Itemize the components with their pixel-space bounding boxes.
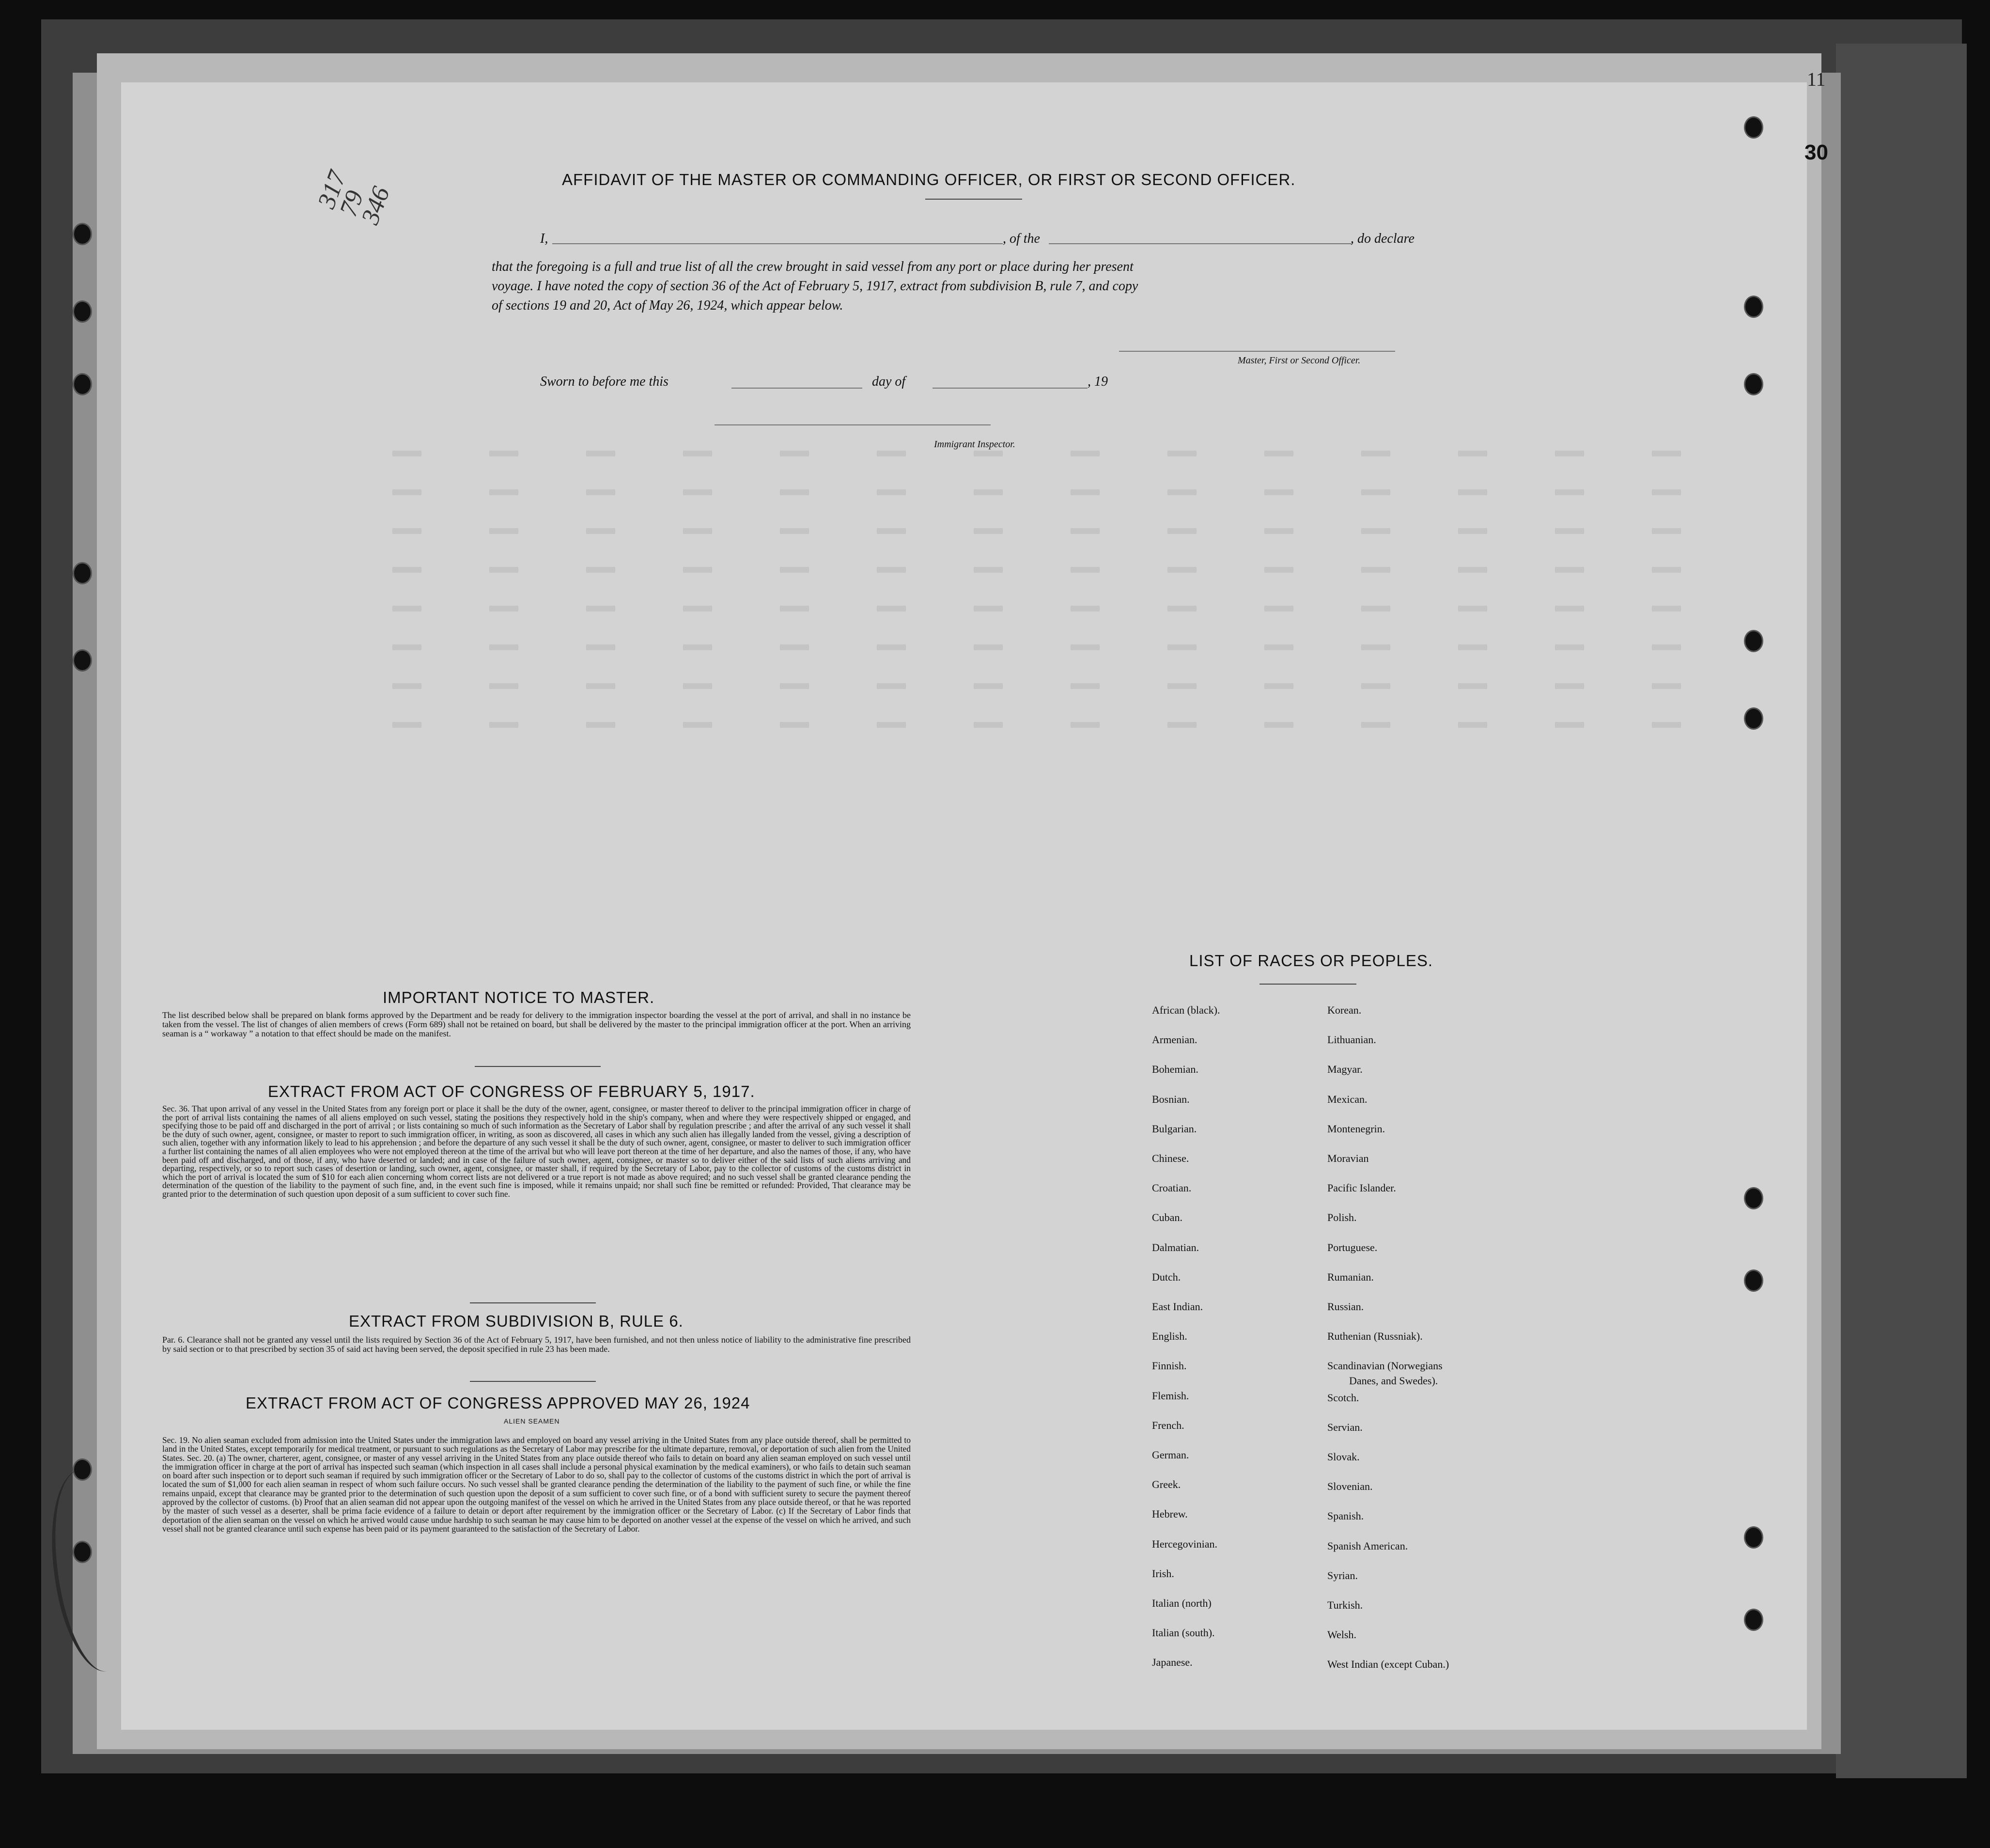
affidavit-line-2: voyage. I have noted the copy of section 36 of the Act of February 5, 1917, extract from subdivision B, rule 7, and copy — [492, 279, 1138, 294]
race-item: Turkish. — [1327, 1599, 1363, 1611]
race-item: Magyar. — [1327, 1063, 1363, 1076]
race-item: Korean. — [1327, 1004, 1362, 1016]
bleed-through-row — [392, 451, 1700, 456]
race-item: English. — [1152, 1330, 1187, 1343]
binder-hole — [73, 562, 92, 584]
month-blank-line — [933, 388, 1088, 389]
bleed-through-row — [392, 683, 1700, 689]
extract-1924-text: Sec. 19. No alien seaman excluded from admission into the United States under the immigration laws and employed on board any vessel arriving in the United States from any place outside thereof, shall be permitted to land in the United States, except temporarily for medical treatment, or pursuant to such regulations as the Secretary of Labor may prescribe for the ultimate departure, removal, or deportation of such alien from the United States. Sec. 20. (a) The owner, charterer, agent, consignee, or master of any vessel arriving in the United States from any place outside thereof who fails to detain on board any alien seaman employed on such vessel until the immigration officer in charge at the port of arrival has inspected such seaman (which inspection in all cases shall include a personal physical examination by the medical examiners), or who fails to detain such seaman on board after such inspection or to deport such seaman if required by such immigration officer or the Secretary of Labor to do so, shall pay to the collector of customs of the customs district in which the port of arrival is located the sum of $1,000 for each alien seaman in respect of whom such failure occurs. No such vessel shall be granted clearance pending the determination of the liability to the payment of such fine, or while the fine remains unpaid, except that clearance may be granted prior to the determination of such question upon the deposit of a sum sufficient to cover such fine, or of a bond with sufficient surety to secure the payment thereof approved by the collector of customs. (b) Proof that an alien seaman did not appear upon the outgoing manifest of the vessel on which he arrived in the United States from any place outside thereof, or that he was reported by the master of such vessel as a deserter, shall be prima facie evidence of a failure to detain or deport after requirement by the immigration officer or the Secretary of Labor. (c) If the Secretary of Labor finds that deportation of the alien seaman on the vessel on which he arrived would cause undue hardship to such seaman he may cause him to be deported on another vessel at the expense of the vessel on which he arrived, and such vessel shall not be granted clearance until such expense has been paid or its payment guaranteed to the satisfaction of the Secretary of Labor. — [162, 1435, 911, 1534]
race-item: West Indian (except Cuban.) — [1327, 1658, 1449, 1671]
race-item: Italian (south). — [1152, 1627, 1215, 1639]
binder-hole — [1744, 373, 1763, 395]
affidavit-of-the-label: , of the — [1003, 231, 1040, 246]
race-item: German. — [1152, 1449, 1189, 1461]
affidavit-line-3: of sections 19 and 20, Act of May 26, 1924, which appear below. — [492, 298, 843, 313]
bleed-through-row — [392, 722, 1700, 728]
day-blank-line — [731, 388, 862, 389]
name-blank-line — [552, 243, 1003, 244]
binder-hole — [1744, 116, 1763, 139]
race-item: Bulgarian. — [1152, 1122, 1197, 1135]
bleed-through-row — [392, 567, 1700, 573]
race-item: Chinese. — [1152, 1152, 1189, 1164]
subdivision-title: EXTRACT FROM SUBDIVISION B, RULE 6. — [349, 1312, 684, 1330]
race-item: Flemish. — [1152, 1389, 1189, 1402]
master-caption: Master, First or Second Officer. — [1238, 355, 1361, 366]
binder-hole — [1744, 1609, 1763, 1631]
race-item: Armenian. — [1152, 1034, 1197, 1046]
backing-strip — [1836, 44, 1967, 1778]
affidavit-line-1: that the foregoing is a full and true list of all the crew brought in said vessel from any port or place during her present — [492, 259, 1134, 274]
extract-1917-title: EXTRACT FROM ACT OF CONGRESS OF FEBRUARY 5, 1917. — [268, 1082, 755, 1100]
binder-hole — [1744, 296, 1763, 318]
binder-hole — [73, 300, 92, 323]
signature-line — [1119, 351, 1395, 352]
race-item: Servian. — [1327, 1421, 1363, 1433]
divider — [470, 1381, 596, 1382]
page-number: 30 — [1804, 141, 1828, 164]
race-item: Syrian. — [1327, 1569, 1358, 1582]
race-item: Spanish American. — [1327, 1539, 1408, 1552]
divider — [475, 1066, 601, 1067]
notice-text: The list described below shall be prepared on blank forms approved by the Department and be ready for delivery to the immigration inspector boarding the vessel at the port of arrival, and shall in no instance be taken from the vessel. The list of changes of alien members of crews (Form 689) shall not be retained on board, but shall be delivered by the master to the principal immigration officer at the port. When an arriving seaman is a “ workaway ” a notation to that effect should be made on the manifest. — [162, 1010, 911, 1038]
bleed-through-row — [392, 644, 1700, 650]
extract-1917-text: Sec. 36. That upon arrival of any vessel in the United States from any foreign port or place it shall be the duty of the owner, agent, consignee, or master thereof to deliver to the principal immigration officer in charge of the port of arrival lists containing the names of all aliens employed on such vessel, stating the positions they respectively hold in the ship's company, when and where they were respectively shipped or engaged, and specifying those to be paid off and discharged in the port of arrival ; or lists containing so much of such information as the Secretary of Labor shall by regulation prescribe ; and after the arrival of any such vessel it shall be the duty of such owner, agent, consignee, or master to report to such immigration officer, in writing, as soon as discovered, all cases in which any such alien has illegally landed from the vessel, giving a description of such alien, together with any information likely to lead to his apprehension ; and before the departure of any such vessel it shall be the duty of such owner, agent, consignee, or master to deliver to such immigration officer a further list containing the names of all alien employees who were not employed thereon at the time of the arrival but who will leave port thereon at the time of her departure, and also the names of those, if any, who have been paid off and discharged, and of those, if any, who have deserted or landed; and in case of the failure of such owner, agent, consignee, or master so to deliver either of the said lists of such aliens arriving and departing, respectively, or so to report such cases of desertion or landing, such owner, agent, consignee, or master shall, if required by the Secretary of Labor, pay to the collector of customs of the customs district in which the port of arrival is located the sum of $10 for each alien concerning whom correct lists are not delivered or a true report is not made as above required; and no such vessel shall be granted clearance pending the determination of the question of the liability to the payment of such fine, and, in the event such fine is imposed, while it remains unpaid; nor shall such fine be remitted or refunded: Provided, That clearance may be granted prior to the determination of such question upon deposit of a sum sufficient to cover such fine. — [162, 1104, 911, 1199]
divider — [470, 1302, 596, 1303]
race-item: Slovak. — [1327, 1451, 1360, 1463]
divider — [1259, 984, 1356, 985]
race-item: Danes, and Swedes). — [1349, 1375, 1438, 1387]
race-item: Ruthenian (Russniak). — [1327, 1330, 1423, 1343]
affidavit-declare-label: , do declare — [1351, 231, 1415, 246]
race-item: Portuguese. — [1327, 1241, 1378, 1253]
race-item: Greek. — [1152, 1478, 1181, 1491]
day-of-label: day of — [872, 374, 906, 389]
race-item: Slovenian. — [1327, 1480, 1373, 1493]
race-item: Lithuanian. — [1327, 1034, 1376, 1046]
inspector-signature-line — [715, 424, 991, 425]
corner-mark: 11 — [1807, 68, 1826, 90]
binder-hole — [1744, 1269, 1763, 1292]
bleed-through-row — [392, 489, 1700, 495]
vessel-blank-line — [1049, 243, 1352, 244]
race-item: Pacific Islander. — [1327, 1182, 1396, 1194]
extract-1924-subtitle: ALIEN SEAMEN — [504, 1417, 560, 1425]
race-item: Welsh. — [1327, 1629, 1356, 1641]
affidavit-title: AFFIDAVIT OF THE MASTER OR COMMANDING OFFICER, OR FIRST OR SECOND OFFICER. — [562, 171, 1296, 188]
race-item: Dalmatian. — [1152, 1241, 1199, 1253]
binder-hole — [73, 649, 92, 672]
race-item: Hercegovinian. — [1152, 1537, 1217, 1550]
race-item: French. — [1152, 1419, 1184, 1431]
bleed-through-row — [392, 606, 1700, 611]
race-item: Spanish. — [1327, 1510, 1364, 1522]
race-item: African (black). — [1152, 1004, 1220, 1016]
notice-title: IMPORTANT NOTICE TO MASTER. — [383, 988, 655, 1006]
binder-hole — [1744, 630, 1763, 652]
subdivision-text: Par. 6. Clearance shall not be granted any vessel until the lists required by Section 36 of the Act of February 5, 1917, have been furnished, and not then unless notice of liability to the administrative fine prescribed by said section or to that prescribed by section 35 of said act having been served, the deposit specified in rule 23 has been made. — [162, 1335, 911, 1354]
binder-hole — [73, 223, 92, 245]
handwritten-margin-note: 317 79 346 — [312, 167, 395, 228]
race-item: Irish. — [1152, 1567, 1174, 1580]
race-item: Moravian — [1327, 1152, 1369, 1164]
races-title: LIST OF RACES OR PEOPLES. — [1189, 952, 1433, 970]
binder-hole — [1744, 1526, 1763, 1549]
race-item: East Indian. — [1152, 1300, 1203, 1313]
binder-hole — [1744, 707, 1763, 730]
race-item: Mexican. — [1327, 1093, 1368, 1105]
race-item: Bohemian. — [1152, 1063, 1198, 1076]
binder-hole — [73, 373, 92, 395]
race-item: Croatian. — [1152, 1182, 1192, 1194]
race-item: Scandinavian (Norwegians — [1327, 1360, 1443, 1372]
divider — [925, 199, 1022, 200]
race-item: Italian (north) — [1152, 1597, 1212, 1609]
binder-hole — [1744, 1187, 1763, 1209]
race-item: Rumanian. — [1327, 1270, 1374, 1283]
race-item: Cuban. — [1152, 1211, 1182, 1224]
race-item: Scotch. — [1327, 1391, 1359, 1404]
extract-1924-title: EXTRACT FROM ACT OF CONGRESS APPROVED MAY 26, 1924 — [246, 1394, 750, 1412]
race-item: Montenegrin. — [1327, 1122, 1385, 1135]
race-item: Polish. — [1327, 1211, 1357, 1224]
affidavit-i-label: I, — [540, 231, 548, 246]
race-item: Japanese. — [1152, 1656, 1193, 1669]
race-item: Bosnian. — [1152, 1093, 1190, 1105]
bleed-through-row — [392, 528, 1700, 534]
race-item: Dutch. — [1152, 1270, 1181, 1283]
race-item: Hebrew. — [1152, 1508, 1188, 1520]
year-label: , 19 — [1088, 374, 1108, 389]
race-item: Finnish. — [1152, 1360, 1187, 1372]
race-item: Russian. — [1327, 1300, 1364, 1313]
sworn-label: Sworn to before me this — [540, 374, 669, 389]
inspector-caption: Immigrant Inspector. — [934, 439, 1015, 450]
